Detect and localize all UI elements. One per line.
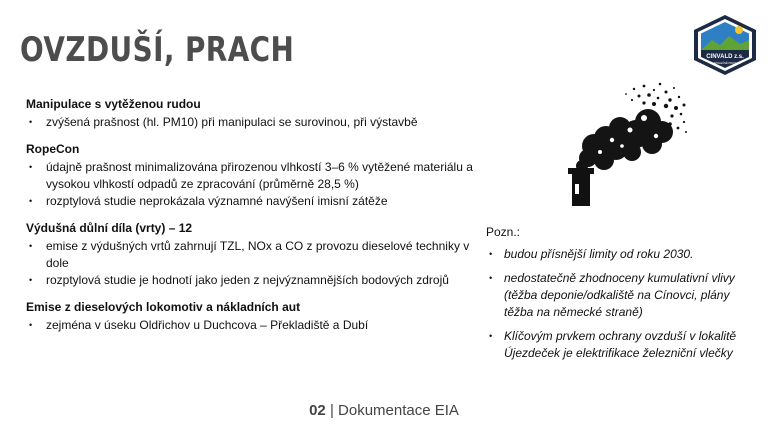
bullet-list [26,159,486,210]
content-left [26,96,486,344]
footer-number: 02 [309,402,326,419]
footer [0,402,768,419]
section-heading: RopeCon [26,142,80,156]
note-item: • budou přísnější limity od roku 2030. [486,246,756,263]
section-heading: Výdušná důlní díla (vrty) – 12 [26,221,193,235]
bullet-list [26,114,486,131]
section-ventilation-shafts [26,220,486,289]
note-list [486,246,756,362]
section-diesel-emissions [26,299,486,334]
section-heading: Manipulace s vytěženou rudou [26,97,201,111]
bullet-item: • údajně prašnost minimalizována přirozenou vlhkostí 3–6 % vytěžené materiálu a vysokou vlhkostí odpadů ze zpracování (průměrně 28,5 %) [26,159,486,193]
page-title: OVZDUŠÍ, PRACH [20,30,295,70]
section-ropecon [26,141,486,210]
bullet-item: • rozptylová studie neprokázala významné navýšení imisní zátěže [26,193,486,210]
bullet-list [26,238,486,289]
bullet-item: • zejména v úseku Oldřichov u Duchcova – Překladiště a Dubí [26,317,486,334]
cinvald-logo [692,14,758,76]
logo-subtitle: SPOLEČNĚ PROTI [713,62,737,65]
factory-smoke-icon [560,80,690,206]
footer-label: Dokumentace EIA [338,402,459,419]
bullet-item: • rozptylová studie je hodnotí jako jeden z nejvýznamnějších bodových zdrojů [26,272,486,289]
note-heading: Pozn.: [486,225,521,239]
section-ore-handling [26,96,486,131]
logo-text: CINVALD z.s. [706,54,744,60]
footer-separator: | [329,402,334,419]
bullet-item: • emise z výdušných vrtů zahrnují TZL, NOx a CO z provozu dieselové techniky v dole [26,238,486,272]
note-item: • nedostatečně zhodnoceny kumulativní vlivy (těžba deponie/odkaliště na Cínovci, plány těžba na německé straně) [486,270,756,321]
bullet-list [26,317,486,334]
section-heading: Emise z dieselových lokomotiv a nákladních aut [26,300,301,314]
bullet-item: • zvýšená prašnost (hl. PM10) při manipulaci se surovinou, při výstavbě [26,114,486,131]
note-panel [486,224,756,369]
note-item: • Klíčovým prvkem ochrany ovzduší v lokalitě Újezdeček je elektrifikace železniční vlečky [486,328,756,362]
